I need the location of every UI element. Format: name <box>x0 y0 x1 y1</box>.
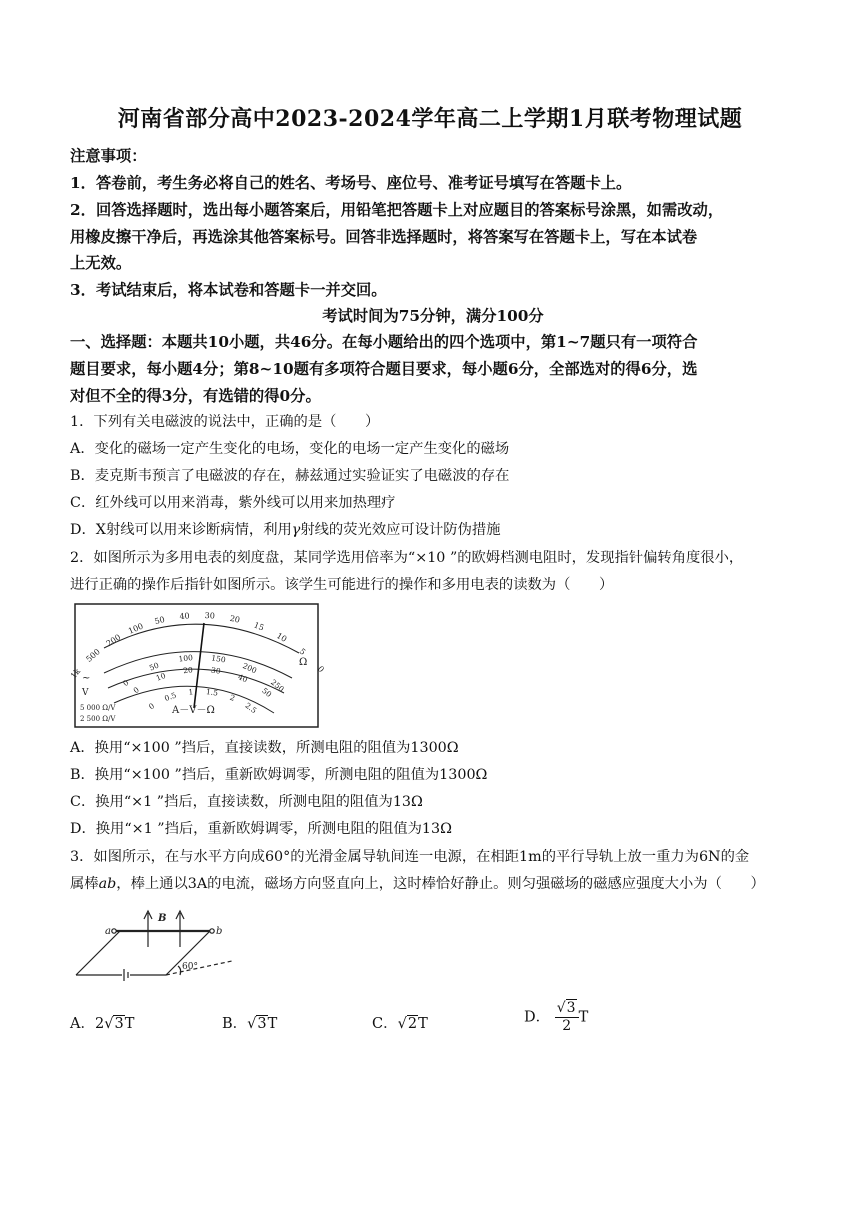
ohm-ticks-label: 15 <box>252 620 266 633</box>
ohm-ticks-label: 5 <box>297 646 308 657</box>
q3-option-d: D． $\frac{√3}{2}$ T <box>524 1000 589 1034</box>
q1-option-d-post: 射线的荧光效应可设计防伪措施 <box>300 522 501 538</box>
ohm-symbol: Ω <box>299 657 308 668</box>
q1-stem: 1．下列有关电磁波的说法中，正确的是（ ） <box>70 414 380 430</box>
dc-ticks-label: 200 <box>241 661 259 676</box>
section-1-intro-cont: 题目要求，每小题4分；第8~10题有多项符合题目要求，每小题6分，全部选对的得6分，选 <box>70 360 698 378</box>
ac-tilde: ~ <box>82 673 91 684</box>
fig-angle-label: 60° <box>182 962 198 972</box>
ohm-ticks-label: 200 <box>104 632 123 649</box>
q3-stem-post: ，棒上通以3A的电流，磁场方向竖直向上，这时棒恰好静止。则匀强磁场的磁感应强度大小为（ ） <box>116 876 765 892</box>
ohm-ticks-label: 50 <box>153 614 166 627</box>
rod-label: ab <box>98 876 117 892</box>
mid-ticks-label: 0 <box>131 685 141 696</box>
dc-mark: V <box>82 688 89 698</box>
ac-ticks-label: 0.5 <box>163 690 178 704</box>
multimeter-dial-figure <box>68 603 326 729</box>
dc-ticks-label: 50 <box>147 660 161 673</box>
q2-option-d: D．换用“×1 ”挡后，重新欧姆调零，所测电阻的阻值为13Ω <box>70 821 452 837</box>
ac-ticks-label: 2 <box>228 692 237 703</box>
mid-ticks-label: 50 <box>260 686 274 700</box>
q2-option-a: A．换用“×100 ”挡后，直接读数，所测电阻的阻值为1300Ω <box>70 740 459 756</box>
q2-stem-cont: 进行正确的操作后指针如图所示。该学生可能进行的操作和多用电表的读数为（ ） <box>70 577 614 593</box>
rail-incline-figure <box>72 905 242 981</box>
q3-option-b: B．√3T <box>222 1016 278 1032</box>
exam-time: 考试时间为75分钟，满分100分 <box>322 307 544 325</box>
q1-option-d-pre: D．X射线可以用来诊断病情，利用 <box>70 522 292 538</box>
q2-stem: 2．如图所示为多用电表的刻度盘，某同学选用倍率为“×10 ”的欧姆档测电阻时，发现指针偏转角度很小， <box>70 550 744 566</box>
ohm-ticks-label: 20 <box>228 613 241 625</box>
section-1-intro-end: 对但不全的得3分，有选错的得0分。 <box>70 387 321 405</box>
mid-ticks-label: 40 <box>236 672 249 685</box>
q2-option-b: B．换用“×100 ”挡后，重新欧姆调零，所测电阻的阻值为1300Ω <box>70 767 488 783</box>
q2-option-c: C．换用“×1 ”挡后，直接读数，所测电阻的阻值为13Ω <box>70 794 423 810</box>
ac-ticks-label: 1 <box>188 687 194 697</box>
q1-option-d <box>70 520 796 540</box>
q1-option-a: A．变化的磁场一定产生变化的电场，变化的电场一定产生变化的磁场 <box>70 441 510 457</box>
ohm-ticks-label: 500 <box>84 647 102 664</box>
fig-label-B: B <box>158 913 167 924</box>
meter-center-label: A－V－Ω <box>172 705 215 716</box>
dc-ticks-label: 150 <box>210 653 227 665</box>
mid-ticks-label: 10 <box>154 670 167 683</box>
ac-ticks-label: 2.5 <box>243 700 259 716</box>
ohm-ticks-label: 10 <box>274 631 289 644</box>
ohm-ticks-label: 40 <box>179 611 191 622</box>
notice-item-1: 1．答卷前，考生务必将自己的姓名、考场号、座位号、准考证号填写在答题卡上。 <box>70 174 632 192</box>
notice-item-2: 2．回答选择题时，选出每小题答案后，用铅笔把答题卡上对应题目的答案标号涂黑，如需改动， <box>70 201 724 219</box>
ohm-ticks-label: 100 <box>127 621 145 636</box>
fig-label-a: a <box>105 926 111 937</box>
dc-ticks-label: 0 <box>121 678 131 689</box>
notice-item-2-cont: 用橡皮擦干净后，再选涂其他答案标号。回答非选择题时，将答案写在答题卡上，写在本试卷 <box>70 228 698 246</box>
q3-option-c: C．√2T <box>372 1016 428 1032</box>
ac-ticks-label: 1.5 <box>205 687 219 698</box>
meter-spec-2: 2 500 Ω/V <box>80 715 116 723</box>
meter-spec-1: 5 000 Ω/V <box>80 704 116 712</box>
q3-option-a: A．2√3T <box>70 1016 135 1032</box>
fraction: $\frac{√3}{2}$ <box>555 1000 579 1035</box>
notice-item-3: 3．考试结束后，将本试卷和答题卡一并交回。 <box>70 281 387 299</box>
q3-stem-cont <box>70 874 796 894</box>
mid-ticks-label: 20 <box>182 665 194 676</box>
ohm-ticks-label: 0 <box>315 664 326 675</box>
notice-item-2-end: 上无效。 <box>70 254 132 272</box>
ohm-ticks-label: 30 <box>204 611 216 621</box>
ac-ticks-label: 0 <box>147 701 157 712</box>
q1-option-c: C．红外线可以用来消毒，紫外线可以用来加热理疗 <box>70 495 396 511</box>
q3-stem-pre: 属棒 <box>70 876 99 892</box>
ohm-ticks-label: 1k <box>68 666 83 681</box>
page-title: 河南省部分高中2023-2024学年高二上学期1月联考物理试题 <box>117 106 743 132</box>
gamma-symbol: γ <box>291 522 301 538</box>
section-1-intro: 一、选择题：本题共10小题，共46分。在每小题给出的四个选项中，第1~7题只有一项符合 <box>70 333 698 351</box>
q1-option-b: B．麦克斯韦预言了电磁波的存在，赫兹通过实验证实了电磁波的存在 <box>70 468 510 484</box>
dc-ticks-label: 250 <box>269 677 286 694</box>
q3-stem: 3．如图所示，在与水平方向成60°的光滑金属导轨间连一电源，在相距1m的平行导轨上放一重力为6N的金 <box>70 849 750 865</box>
fig-label-b: b <box>216 926 223 937</box>
notice-heading: 注意事项： <box>70 147 147 165</box>
dc-ticks-label: 100 <box>178 653 194 664</box>
mid-ticks-label: 30 <box>210 665 222 676</box>
